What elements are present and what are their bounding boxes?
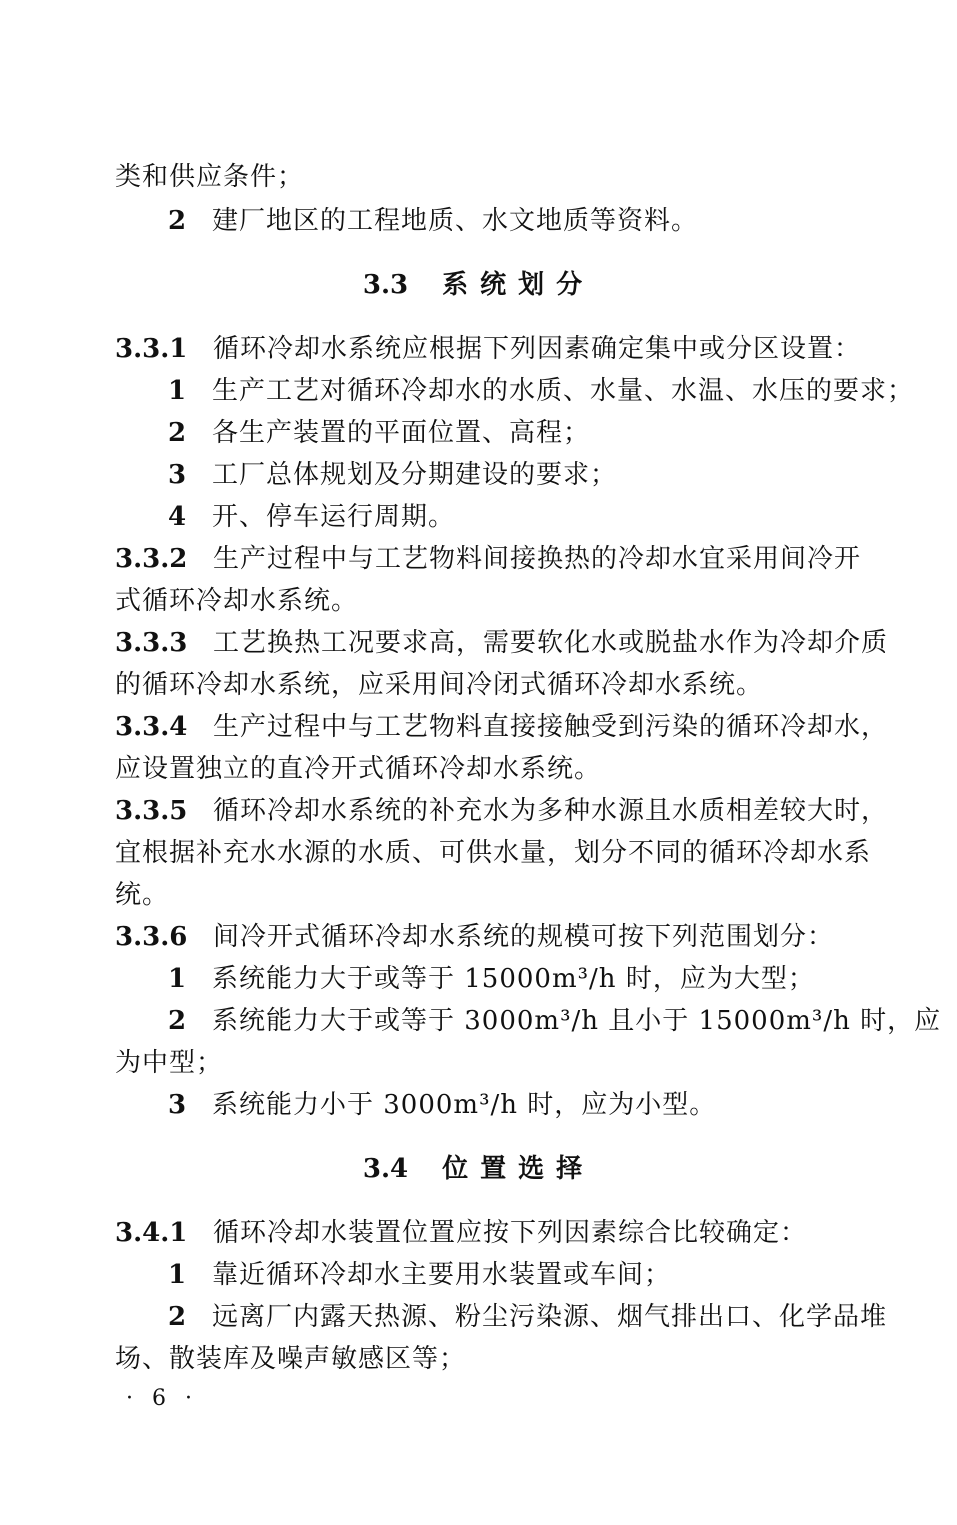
section-title: 位置选择 xyxy=(442,1154,595,1184)
item-text: 系统能力大于或等于 3000m³/h 且小于 15000m³/h 时，应 xyxy=(212,1006,942,1036)
list-item xyxy=(168,1002,942,1040)
item-number: 2 xyxy=(168,1006,188,1036)
text-line: 为中型； xyxy=(115,1048,224,1078)
clause-line xyxy=(115,540,895,578)
clause-line xyxy=(115,330,895,368)
item-number: 1 xyxy=(168,964,188,994)
list-item xyxy=(168,372,915,410)
text-line: 类和供应条件； xyxy=(115,162,305,192)
list-item xyxy=(168,960,895,998)
item-text: 系统能力小于 3000m³/h 时，应为小型。 xyxy=(212,1090,717,1120)
clause-number: 3.3.5 xyxy=(115,796,188,826)
section-title: 系统划分 xyxy=(442,270,595,300)
clause-text: 生产过程中与工艺物料直接接触受到污染的循环冷却水， xyxy=(213,712,889,742)
item-number: 2 xyxy=(168,1302,188,1332)
item-text: 远离厂内露天热源、粉尘污染源、烟气排出口、化学品堆 xyxy=(212,1302,888,1332)
clause-text: 生产过程中与工艺物料间接换热的冷却水宜采用间冷开 xyxy=(213,544,862,574)
list-item xyxy=(168,1256,895,1294)
clause-number: 3.3.1 xyxy=(115,334,188,364)
item-text: 系统能力大于或等于 15000m³/h 时，应为大型； xyxy=(212,964,815,994)
clause-line xyxy=(115,708,895,746)
list-item xyxy=(168,414,895,452)
list-item xyxy=(168,1298,895,1336)
item-number: 2 xyxy=(168,206,188,236)
clause-number: 3.3.4 xyxy=(115,712,188,742)
clause-text: 循环冷却水装置位置应按下列因素综合比较确定： xyxy=(213,1218,808,1248)
text-line: 式循环冷却水系统。 xyxy=(115,586,359,616)
section-heading xyxy=(0,266,957,304)
text-line: 的循环冷却水系统，应采用间冷闭式循环冷却水系统。 xyxy=(115,670,764,700)
item-number: 3 xyxy=(168,460,188,490)
clause-line xyxy=(115,918,895,956)
clause-line xyxy=(115,1214,895,1252)
text-line: 应设置独立的直冷开式循环冷却水系统。 xyxy=(115,754,602,784)
section-number: 3.3 xyxy=(362,270,409,300)
item-text: 生产工艺对循环冷却水的水质、水量、水温、水压的要求； xyxy=(212,376,915,406)
clause-line xyxy=(115,792,895,830)
list-item xyxy=(168,456,895,494)
text-line: 场、散装库及噪声敏感区等； xyxy=(115,1344,467,1374)
list-item xyxy=(168,1086,895,1124)
clause-number: 3.3.2 xyxy=(115,544,188,574)
clause-number: 3.4.1 xyxy=(115,1218,188,1248)
clause-number: 3.3.6 xyxy=(115,922,188,952)
text-line: 统。 xyxy=(115,880,170,910)
item-text: 各生产装置的平面位置、高程； xyxy=(212,418,591,448)
item-text: 开、停车运行周期。 xyxy=(212,502,456,532)
clause-text: 循环冷却水系统的补充水为多种水源且水质相差较大时， xyxy=(213,796,889,826)
clause-number: 3.3.3 xyxy=(115,628,188,658)
section-heading xyxy=(0,1150,957,1188)
item-text: 建厂地区的工程地质、水文地质等资料。 xyxy=(212,206,699,236)
item-number: 2 xyxy=(168,418,188,448)
section-number: 3.4 xyxy=(362,1154,409,1184)
clause-text: 工艺换热工况要求高，需要软化水或脱盐水作为冷却介质 xyxy=(213,628,889,658)
item-number: 4 xyxy=(168,502,188,532)
item-text: 工厂总体规划及分期建设的要求； xyxy=(212,460,618,490)
text-line: 宜根据补充水水源的水质、可供水量，划分不同的循环冷却水系 xyxy=(115,838,872,868)
list-item xyxy=(168,202,895,240)
item-number: 3 xyxy=(168,1090,188,1120)
item-number: 1 xyxy=(168,1260,188,1290)
item-text: 靠近循环冷却水主要用水装置或车间； xyxy=(212,1260,672,1290)
clause-line xyxy=(115,624,895,662)
list-item xyxy=(168,498,895,536)
page-number: · 6 · xyxy=(126,1386,198,1411)
clause-text: 循环冷却水系统应根据下列因素确定集中或分区设置： xyxy=(213,334,862,364)
item-number: 1 xyxy=(168,376,188,406)
clause-text: 间冷开式循环冷却水系统的规模可按下列范围划分： xyxy=(213,922,835,952)
